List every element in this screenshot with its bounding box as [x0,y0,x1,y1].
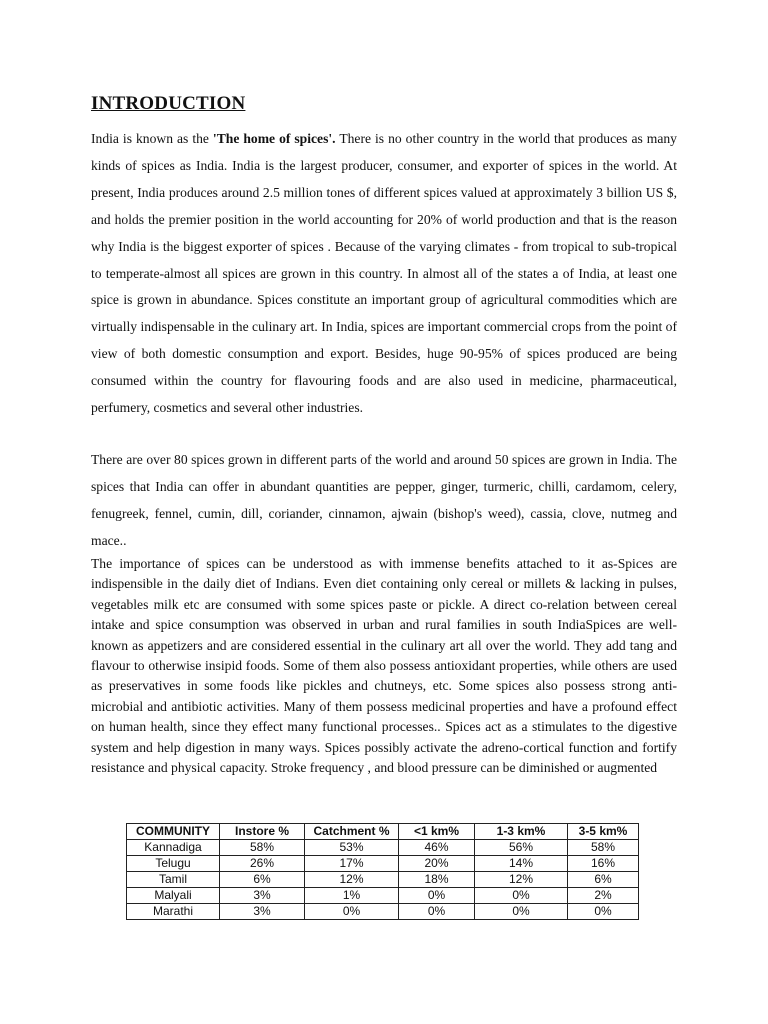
table-cell: 3% [220,888,305,904]
table-row [127,904,639,920]
paragraph-body-text: There is no other country in the world that produces as many kinds of spices as India. India is the largest producer, consumer, and exporter of spices in the world. At present, India produces around 2.5 million tones of different spices valued at approximately 3 billion US $, and holds the premier position in the world accounting for 20% of world production and that is the reason why India is the biggest exporter of spices . Because of the varying climates - from tropical to sub-tropical to temperate-almost all spices are grown in this country. In almost all of the states a of India, at least one spice is grown in abundance. Spices constitute an important group of agricultural commodities which are virtually indispensable in the culinary art. In India, spices are important commercial crops from the point of view of both domestic consumption and export. Besides, huge 90-95% of spices produced are being consumed within the country for flavouring foods and are also used in medicine, pharmaceutical, perfumery, cosmetics and several other industries. [91,131,677,416]
table-cell: 58% [568,840,639,856]
community-table-wrapper [126,823,639,920]
table-cell: 12% [305,872,399,888]
table-cell: Tamil [127,872,220,888]
table-cell: 0% [399,904,475,920]
table-cell: 0% [568,904,639,920]
table-cell: 1% [305,888,399,904]
table-header-row [127,824,639,840]
section-heading: INTRODUCTION [91,93,246,114]
table-cell: 0% [399,888,475,904]
table-cell: 6% [220,872,305,888]
table-cell: Kannadiga [127,840,220,856]
table-cell: 18% [399,872,475,888]
header-3-5km: 3-5 km% [568,824,639,840]
header-1-3km: 1-3 km% [475,824,568,840]
table-cell: 14% [475,856,568,872]
table-row [127,856,639,872]
table-row [127,840,639,856]
table-cell: 46% [399,840,475,856]
table-cell: 26% [220,856,305,872]
table-cell: 6% [568,872,639,888]
header-under-1km: <1 km% [399,824,475,840]
table-cell: Malyali [127,888,220,904]
table-cell: 20% [399,856,475,872]
table-cell: 58% [220,840,305,856]
table-cell: Marathi [127,904,220,920]
header-instore: Instore % [220,824,305,840]
table-cell: 16% [568,856,639,872]
intro-paragraph-2: There are over 80 spices grown in different parts of the world and around 50 spices are grown in India. The spices that India can offer in abundant quantities are pepper, ginger, turmeric, chilli, cardamom, celery, fenugreek, fennel, cumin, dill, coriander, cinnamon, ajwain (bishop's weed), cassia, clove, nutmeg and mace.. [91,452,677,548]
header-community: COMMUNITY [127,824,220,840]
table-cell: 56% [475,840,568,856]
paragraph-lead-text: India is known as the [91,131,213,146]
table-cell: 3% [220,904,305,920]
table-row [127,872,639,888]
intro-paragraph-3: The importance of spices can be understood as with immense benefits attached to it as-Spices are indispensible in the daily diet of Indians. Even diet containing only cereal or millets & lacking in pulses, vegetables milk etc are consumed with some spices paste or pickle. A direct co-relation between cereal intake and spice consumption was observed in urban and rural families in south IndiaSpices are well-known as appetizers and are considered essential in the culinary art all over the world. They add tang and flavour to otherwise insipid foods. Some of them also possess antioxidant properties, while others are used as preservatives in some foods like pickles and chutneys, etc. Some spices also possess strong anti-microbial and antibiotic activities. Many of them possess medicinal properties and have a profound effect on human health, since they effect many functional processes.. Spices act as a stimulates to the digestive system and help digestion in many ways. Spices possibly activate the adreno-cortical function and fortify resistance and physical capacity. Stroke frequency , and blood pressure can be diminished or augmented [91,556,677,776]
paragraph-bold-phrase: 'The home of spices'. [212,131,336,146]
table-cell: 0% [305,904,399,920]
table-cell: 53% [305,840,399,856]
header-catchment: Catchment % [305,824,399,840]
table-cell: 0% [475,888,568,904]
community-table [126,823,639,920]
table-cell: 17% [305,856,399,872]
table-cell: 12% [475,872,568,888]
intro-paragraph-1 [91,126,677,422]
table-row [127,888,639,904]
table-cell: Telugu [127,856,220,872]
table-cell: 2% [568,888,639,904]
table-cell: 0% [475,904,568,920]
